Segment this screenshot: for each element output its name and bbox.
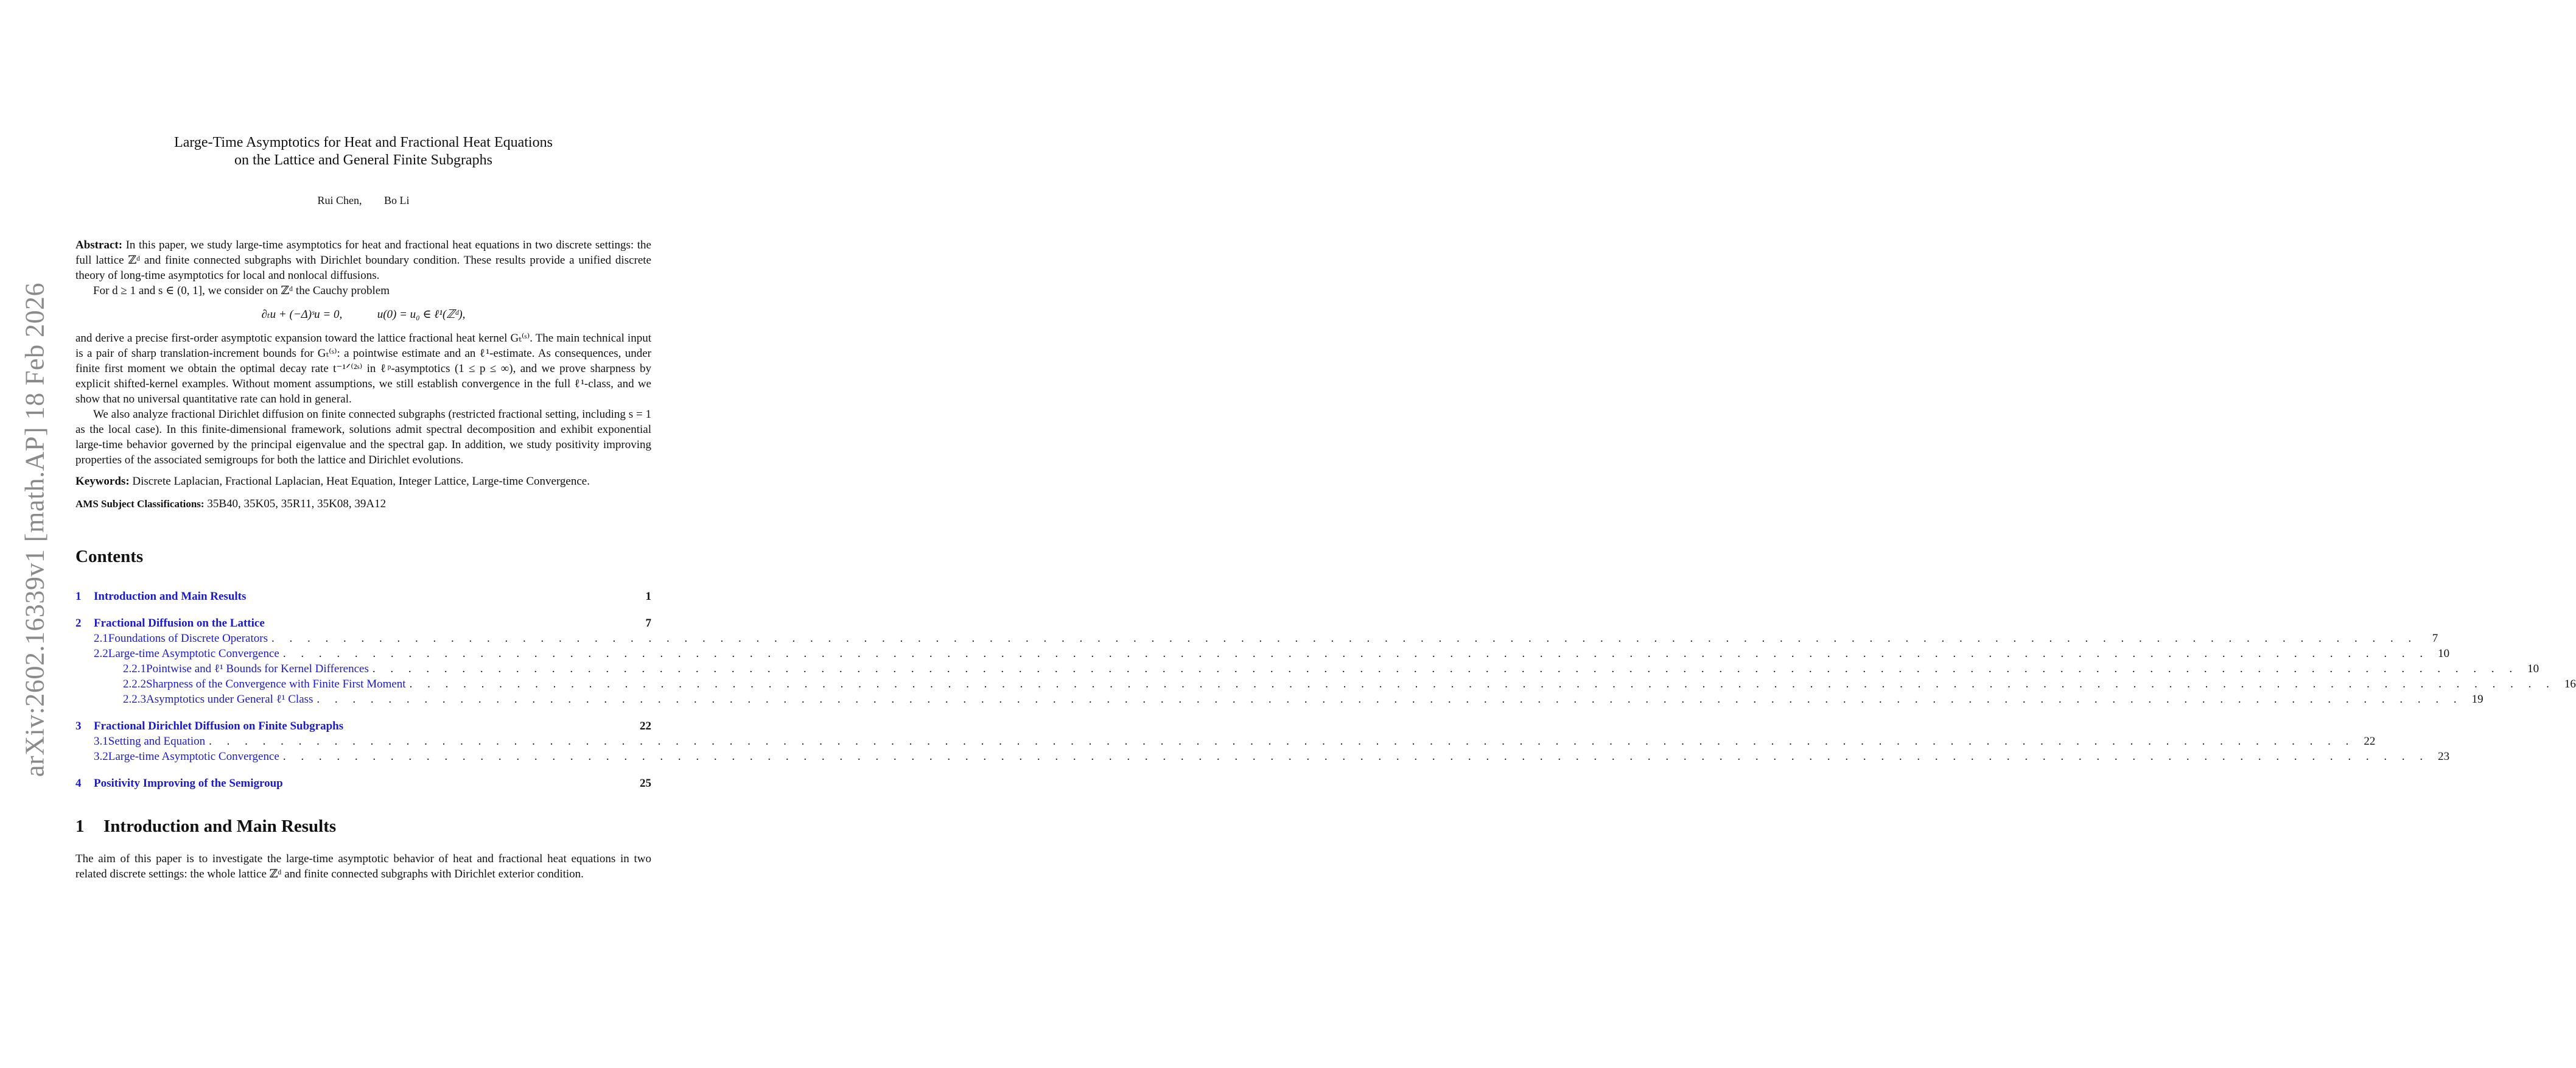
author-name: Bo Li (384, 194, 410, 206)
section-title: Introduction and Main Results (103, 817, 337, 836)
toc-page-number: 22 (2364, 735, 2376, 748)
arxiv-sidebar (13, 262, 56, 798)
toc-subsection-number: 3.1 (94, 735, 108, 748)
arxiv-identifier: arXiv:2602.16339v1 [math.AP] 18 Feb 2026 (19, 283, 50, 777)
toc-section-link[interactable] (75, 776, 651, 791)
toc-subsection-number: 2.2.1 (123, 662, 146, 675)
title-line-1: Large-Time Asymptotics for Heat and Fractional Heat Equations (174, 135, 553, 150)
toc-page-number: 16 (2564, 678, 2576, 690)
toc-leader-dots: . . . . . . . . . . . . . . . . . . . . . . . . . . . . . . . . . . . . . . . . . . . . . . . . . . . . . . . . . . . . . . . . . . . . . . . . . . . . . . . . . . . . . . . . . . . . . . . . . . . . . . . . . . . . . . . . . . . . . . . . (372, 662, 2519, 675)
toc-section-number: 3 (75, 720, 82, 732)
toc-page-number: 1 (645, 590, 651, 603)
keywords (75, 474, 651, 489)
toc-subsection-link[interactable] (75, 661, 2539, 676)
abstract-paragraph: We also analyze fractional Dirichlet diffusion on finite connected subgraphs (restricted fractional setting, including s = 1 as the local case). In this finite-dimensional framework, solutions admit spectral decomposition and exhibit exponential large-time behavior governed by the principal eigenvalue and the spectral gap. In addition, we study positivity improving properties of the associated semigroups for both the lattice and Dirichlet evolutions. (75, 408, 651, 466)
paper-page (75, 128, 2576, 893)
section-number: 1 (75, 817, 85, 836)
toc-section-number: 1 (75, 590, 82, 603)
toc-subsection-title: Asymptotics under General ℓ¹ Class (146, 693, 313, 706)
abstract-paragraph: and derive a precise first-order asymptotic expansion toward the lattice fractional heat kernel Gₜ⁽ˢ⁾. The main technical input is a pair of sharp translation-increment bounds for Gₜ⁽ˢ⁾: a pointwise estimate and an ℓ¹-estimate. As consequences, under finite first moment we obtain the optimal decay rate t⁻¹ᐟ⁽²ˢ⁾ in ℓᵖ-asymptotics (1 ≤ p ≤ ∞), and we prove sharpness by explicit shifted-kernel examples. Without moment assumptions, we still establish convergence in the full ℓ¹-class, and we show that no universal quantitative rate can hold in general. (75, 332, 651, 406)
ams-label: AMS Subject Classifications: (75, 498, 205, 510)
equation-right: u(0) = u₀ ∈ ℓ¹(ℤᵈ), (377, 308, 466, 321)
toc-section-link[interactable] (75, 589, 651, 604)
toc-section-title: Fractional Dirichlet Diffusion on Finite Subgraphs (94, 720, 344, 732)
contents-heading: Contents (75, 547, 144, 566)
section-heading (75, 819, 651, 834)
toc-section-number: 4 (75, 777, 82, 790)
toc-subsection-number: 2.1 (94, 632, 108, 645)
toc-section-title: Fractional Diffusion on the Lattice (94, 617, 265, 630)
toc-page-number: 7 (2432, 632, 2438, 645)
toc-subsection-link[interactable] (75, 631, 2438, 646)
abstract-paragraph (75, 237, 651, 283)
cauchy-problem-equation (75, 307, 651, 322)
toc-section-number: 2 (75, 617, 82, 630)
abstract-paragraph: For d ≥ 1 and s ∈ (0, 1], we consider on ℤᵈ the Cauchy problem (93, 284, 390, 297)
toc-subsection-title: Pointwise and ℓ¹ Bounds for Kernel Differences (146, 662, 369, 675)
intro-paragraph: The aim of this paper is to investigate the large-time asymptotic behavior of heat and fractional heat equations in two related discrete settings: the whole lattice ℤᵈ and finite connected subgraphs with Dirichlet exterior condition. (75, 852, 651, 880)
toc-page-number: 23 (2438, 750, 2450, 763)
equation-left: ∂ₜu + (−Δ)ˢu = 0, (261, 308, 343, 321)
toc-page-number: 22 (640, 720, 651, 732)
toc-page-number: 10 (2438, 647, 2450, 660)
toc-page-number: 7 (645, 617, 651, 630)
toc-leader-dots: . . . . . . . . . . . . . . . . . . . . . . . . . . . . . . . . . . . . . . . . . . . . . . . . . . . . . . . . . . . . . . . . . . . . . . . . . . . . . . . . . . . . . . . . . . . . . . . . . . . . . . . . . . . . . . . . . . . . . . . . (409, 678, 2555, 690)
toc-subsection-link[interactable] (75, 734, 2376, 749)
keywords-text: Discrete Laplacian, Fractional Laplacian, Heat Equation, Integer Lattice, Large-time Convergence. (132, 475, 590, 488)
toc-subsection-title: Sharpness of the Convergence with Finite First Moment (146, 678, 406, 690)
toc-subsection-title: Large-time Asymptotic Convergence (108, 647, 279, 660)
abstract-label: Abstract: (75, 239, 123, 251)
toc-subsection-link[interactable] (75, 676, 2576, 692)
author-list (75, 193, 651, 208)
toc-subsection-number: 2.2.3 (123, 693, 146, 706)
toc-subsection-link[interactable] (75, 749, 2450, 764)
toc-section-title: Introduction and Main Results (94, 590, 247, 603)
abstract-text: In this paper, we study large-time asymptotics for heat and fractional heat equations in two discrete settings: the full lattice ℤᵈ and finite connected subgraphs with Dirichlet boundary condition. These results provide a unified discrete theory of long-time asymptotics for local and nonlocal diffusions. (75, 239, 651, 282)
toc-section-title: Positivity Improving of the Semigroup (94, 777, 283, 790)
toc-subsection-number: 2.2 (94, 647, 108, 660)
toc-leader-dots: . . . . . . . . . . . . . . . . . . . . . . . . . . . . . . . . . . . . . . . . . . . . . . . . . . . . . . . . . . . . . . . . . . . . . . . . . . . . . . . . . . . . . . . . . . . . . . . . . . . . . . . . . . . . . . . . . . . . . . . . (271, 632, 2418, 645)
toc-subsection-title: Large-time Asymptotic Convergence (108, 750, 279, 763)
toc-subsection-title: Foundations of Discrete Operators (108, 632, 268, 645)
author-name: Rui Chen, (317, 194, 362, 206)
toc-section-link[interactable] (75, 616, 651, 631)
table-of-contents (75, 589, 2576, 791)
toc-leader-dots: . . . . . . . . . . . . . . . . . . . . . . . . . . . . . . . . . . . . . . . . . . . . . . . . . . . . . . . . . . . . . . . . . . . . . . . . . . . . . . . . . . . . . . . . . . . . . . . . . . . . . . . . . . . . . . . . . . . . . . . . (317, 693, 2463, 706)
toc-subsection-title: Setting and Equation (108, 735, 206, 748)
ams-classification (75, 496, 651, 511)
paper-title (75, 134, 651, 169)
toc-subsection-number: 2.2.2 (123, 678, 146, 690)
keywords-label: Keywords: (75, 475, 130, 488)
toc-leader-dots: . . . . . . . . . . . . . . . . . . . . . . . . . . . . . . . . . . . . . . . . . . . . . . . . . . . . . . . . . . . . . . . . . . . . . . . . . . . . . . . . . . . . . . . . . . . . . . . . . . . . . . . . . . . . . . . . . . . . . . . . (209, 735, 2355, 748)
toc-page-number: 10 (2527, 662, 2539, 675)
toc-page-number: 25 (640, 777, 651, 790)
toc-page-number: 19 (2471, 693, 2483, 706)
title-line-2: on the Lattice and General Finite Subgraphs (234, 152, 492, 168)
ams-text: 35B40, 35K05, 35R11, 35K08, 39A12 (207, 497, 387, 510)
toc-leader-dots: . . . . . . . . . . . . . . . . . . . . . . . . . . . . . . . . . . . . . . . . . . . . . . . . . . . . . . . . . . . . . . . . . . . . . . . . . . . . . . . . . . . . . . . . . . . . . . . . . . . . . . . . . . . . . . . . . . . . . . . . (282, 647, 2429, 660)
abstract (75, 237, 651, 468)
toc-leader-dots: . . . . . . . . . . . . . . . . . . . . . . . . . . . . . . . . . . . . . . . . . . . . . . . . . . . . . . . . . . . . . . . . . . . . . . . . . . . . . . . . . . . . . . . . . . . . . . . . . . . . . . . . . . . . . . . . . . . . . . . . (282, 750, 2429, 763)
toc-section-link[interactable] (75, 718, 651, 734)
toc-subsection-link[interactable] (75, 692, 2483, 707)
toc-subsection-number: 3.2 (94, 750, 108, 763)
toc-subsection-link[interactable] (75, 646, 2450, 661)
